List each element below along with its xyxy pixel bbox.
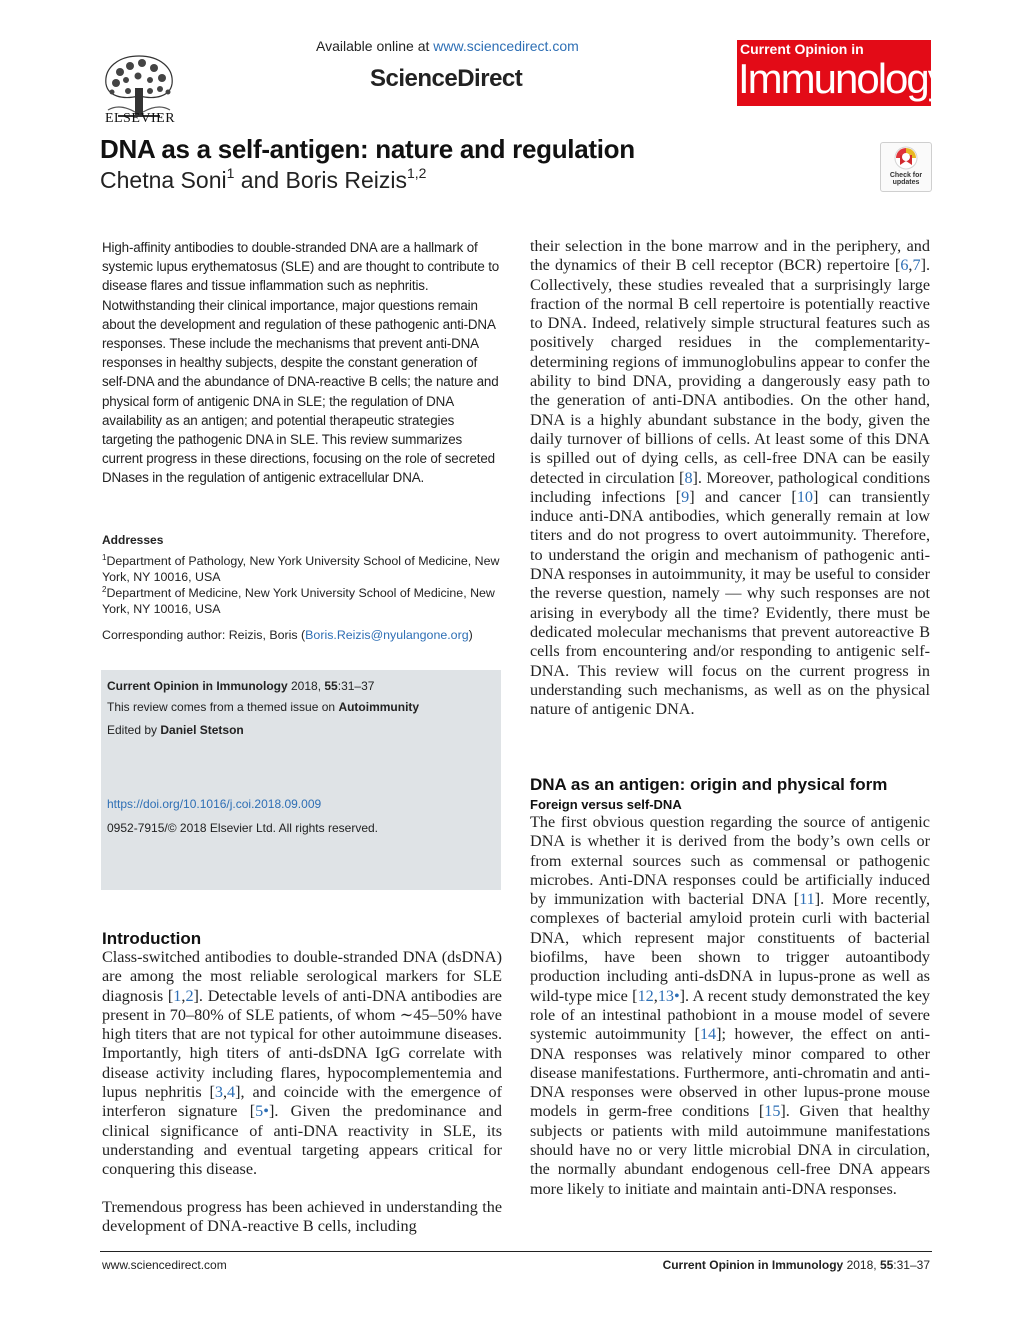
copyright-line: 0952-7915/© 2018 Elsevier Ltd. All rights reserved. bbox=[107, 821, 378, 835]
themed-issue-link[interactable]: Autoimmunity bbox=[338, 700, 420, 714]
text-run: ], and coincide with the emergence of interferon signature [ bbox=[102, 1083, 502, 1121]
reference-link[interactable]: 3 bbox=[214, 1083, 223, 1102]
article-title: DNA as a self-antigen: nature and regulation bbox=[100, 134, 635, 164]
body-paragraph bbox=[530, 237, 930, 719]
address-marker: 1 bbox=[102, 553, 107, 562]
citation-line bbox=[107, 679, 374, 693]
corresponding-close: ) bbox=[468, 628, 473, 642]
reference-link[interactable]: 8 bbox=[684, 468, 693, 487]
available-online-line bbox=[316, 38, 579, 54]
reference-link[interactable]: 15 bbox=[764, 1102, 781, 1121]
text-run: ] can transiently induce anti-DNA antibodies, which generally remain at low titers and do not progress to overt autoimmunity. Therefore, to understand the origin and mechanism of pathogenic anti-DNA responses in autoimmunity, it may be useful to consider the reverse question, namely — why such responses are not arising in everybody all the time? Evidently, there must be dedicated molecular mechanisms that prevent autoreactive B cells from encountering and/or responding to antigenic self-DNA. This review will focus on the current progress in understanding such mechanisms, as well as on the physical nature of antigenic DNA. bbox=[530, 487, 930, 719]
footer-divider bbox=[100, 1251, 932, 1252]
footer-pages: :31–37 bbox=[893, 1258, 930, 1272]
section-heading: DNA as an antigen: origin and physical form bbox=[530, 775, 888, 794]
text-run: their selection in the bone marrow and in the periphery, and the dynamics of their B cell receptor (BCR) repertoire [ bbox=[530, 237, 930, 275]
themed-issue-line bbox=[107, 700, 419, 714]
address-item bbox=[102, 582, 502, 617]
affiliation-marker: 1 bbox=[226, 165, 235, 181]
check-for-updates-label bbox=[881, 172, 931, 186]
address-marker: 2 bbox=[102, 585, 107, 594]
text-run: , bbox=[223, 1083, 228, 1102]
text-run: Class-switched antibodies to double-stranded DNA (dsDNA) are among the most reliable serological markers for SLE diagnosis [ bbox=[102, 948, 502, 1005]
edited-by-prefix: Edited by bbox=[107, 723, 158, 737]
reference-link[interactable]: 2 bbox=[185, 986, 194, 1005]
text-run: ] and cancer [ bbox=[689, 487, 797, 506]
text-run: ]. More recently, complexes of bacterial amyloid protein curli with bacterial DNA, which represent major constituents of bacterial biofilms, have been shown to trigger autoantibody production including anti-dsDNA in lupus-prone as well as wild-type mice [ bbox=[530, 890, 931, 1005]
abstract-paragraph: High-affinity antibodies to double-stranded DNA are a hallmark of systemic lupus erythematosus (SLE) and are thought to contribute to disease flares and tissue inflammation such as nephritis. Notwithstanding their clinical importance, major questions remain about the development and regulation of these pathogenic anti-DNA responses. These include the mechanisms that prevent anti-DNA responses in healthy subjects, despite the constant generation of self-DNA and the abundance of DNA-reactive B cells; the nature and physical form of antigenic DNA in SLE; the regulation of DNA availability as an antigen; and potential therapeutic strategies targeting the pathogenic DNA in SLE. This review summarizes current progress in these directions, focusing on the role of secreted DNases in the regulation of antigenic extracellular DNA. bbox=[102, 240, 500, 486]
footer-volume: 55 bbox=[879, 1258, 894, 1272]
journal-logo-top: Current Opinion in bbox=[740, 41, 864, 57]
address-text: Department of Medicine, New York University School of Medicine, New York, NY 10016, USA bbox=[102, 586, 495, 616]
text-run: ]. Given that healthy subjects or patients with mild autoimmune manifestations should have no or very little microbial DNA in circulation, the normally abundant endogenous cell-free DNA appears more likely to initiate and maintain anti-DNA responses. bbox=[530, 1102, 930, 1198]
citation-volume: 55 bbox=[324, 679, 338, 693]
footer-journal: Current Opinion in Immunology bbox=[662, 1258, 844, 1272]
text-run: , bbox=[908, 256, 913, 275]
badge-line: updates bbox=[892, 179, 920, 186]
footer-year: 2018, bbox=[846, 1258, 877, 1272]
affiliation-marker: 1,2 bbox=[406, 165, 427, 181]
editor-name[interactable]: Daniel Stetson bbox=[160, 723, 244, 737]
check-for-updates-button[interactable] bbox=[880, 142, 932, 192]
reference-link[interactable]: 12 bbox=[637, 986, 654, 1005]
edited-by-line bbox=[107, 723, 244, 737]
reference-link[interactable]: 13• bbox=[657, 986, 680, 1005]
text-run: , bbox=[653, 986, 658, 1005]
doi-line bbox=[107, 797, 321, 811]
doi-link[interactable]: https://doi.org/10.1016/j.coi.2018.09.009 bbox=[107, 797, 322, 811]
introduction-paragraph: Tremendous progress has been achieved in understanding the development of DNA-reactive B cells, including bbox=[102, 1198, 502, 1236]
text-run: ]. Moreover, pathological conditions including infections [ bbox=[530, 468, 930, 506]
citation-year: 2018, bbox=[291, 679, 322, 693]
journal-name: Current Opinion in Immunology bbox=[107, 679, 288, 693]
text-run: ]. Detectable levels of anti-DNA antibodies are present in 70–80% of SLE patients, of whom ∼45–50% have high titers that are not typical for other autoimmune diseases. Importantly, high titers of anti-dsDNA IgG correlate with disease activity including flares, hypocomplementemia and lupus nephritis [ bbox=[102, 986, 502, 1102]
author-conjunction: and bbox=[240, 167, 280, 193]
introduction-heading: Introduction bbox=[102, 929, 202, 948]
reference-link[interactable]: 9 bbox=[681, 487, 690, 506]
article-info-box bbox=[101, 670, 501, 890]
addresses-heading: Addresses bbox=[102, 533, 164, 547]
reference-link[interactable]: 11 bbox=[799, 890, 815, 909]
author-name[interactable]: Boris Reizis bbox=[285, 167, 407, 193]
body-paragraph bbox=[530, 813, 930, 1199]
journal-logo bbox=[737, 40, 947, 106]
author-name[interactable]: Chetna Soni bbox=[100, 167, 227, 193]
corresponding-label: Corresponding author: Reizis, Boris ( bbox=[102, 628, 306, 642]
publisher-wordmark: ELSEVIER bbox=[104, 111, 176, 126]
reference-link[interactable]: 14 bbox=[699, 1025, 717, 1044]
reference-link[interactable]: 1 bbox=[173, 986, 182, 1005]
crossmark-icon bbox=[881, 143, 931, 173]
author-list bbox=[100, 165, 426, 194]
reference-link[interactable]: 5• bbox=[255, 1102, 269, 1121]
footer-site: www.sciencedirect.com bbox=[102, 1258, 227, 1272]
reference-link[interactable]: 6 bbox=[900, 256, 909, 275]
themed-issue-prefix: This review comes from a themed issue on bbox=[107, 700, 336, 714]
reference-link[interactable]: 10 bbox=[796, 487, 814, 506]
address-text: Department of Pathology, New York University School of Medicine, New York, NY 10016, USA bbox=[102, 554, 500, 584]
available-online-prefix: Available online at bbox=[316, 38, 430, 54]
text-run: The first obvious question regarding the source of antigenic DNA is whether it is derived from the body’s own cells or from external sources such as commensal or pathogenic microbes. Anti-DNA responses could be artificially induced by immunization with bacterial DNA [ bbox=[530, 813, 930, 909]
badge-line: Check for bbox=[889, 172, 923, 179]
journal-logo-name: Immunology bbox=[738, 55, 947, 102]
corresponding-author bbox=[102, 628, 502, 642]
text-run: ]. Given the predominance and clinical significance of anti-DNA reactivity in SLE, its understanding and eventual targeting appears critical for conquering this disease. bbox=[102, 1102, 502, 1179]
sciencedirect-wordmark: ScienceDirect bbox=[370, 65, 523, 92]
text-run: , bbox=[181, 986, 186, 1005]
subsection-heading: Foreign versus self-DNA bbox=[530, 797, 682, 812]
footer-citation bbox=[663, 1258, 930, 1272]
reference-link[interactable]: 7 bbox=[912, 256, 921, 275]
corresponding-email-link[interactable]: Boris.Reizis@nyulangone.org bbox=[305, 628, 469, 642]
text-run: ]; however, the effect on anti-DNA responses was relatively minor compared to other disease manifestations. Furthermore, anti-chromatin and anti-DNA responses were observed in other lupus-prone mouse models in germ-free conditions [ bbox=[530, 1025, 930, 1121]
reference-link[interactable]: 4 bbox=[227, 1083, 236, 1102]
introduction-paragraph bbox=[102, 948, 502, 1180]
address-item bbox=[102, 550, 502, 585]
citation-pages: :31–37 bbox=[337, 679, 375, 693]
sciencedirect-link[interactable]: www.sciencedirect.com bbox=[433, 38, 579, 54]
text-run: ]. A recent study demonstrated the key role of an intestinal pathobiont in a mouse model of severe systemic autoimmunity [ bbox=[530, 986, 931, 1044]
text-run: ]. Collectively, these studies revealed that a surprisingly large fraction of the normal B cell repertoire is potentially reactive to DNA. Indeed, relatively simple structural features such as positively charged residues in the complementarity-determining regions of immunoglobulins appear to confer the ability to bind DNA, providing a dangerously easy path to the generation of anti-DNA antibodies. On the other hand, DNA is a highly abundant substance in the body, given the daily turnover of billions of cells. At least some of this DNA is spilled out of dying cells, as cell-free DNA can be easily detected in circulation [ bbox=[530, 256, 930, 487]
